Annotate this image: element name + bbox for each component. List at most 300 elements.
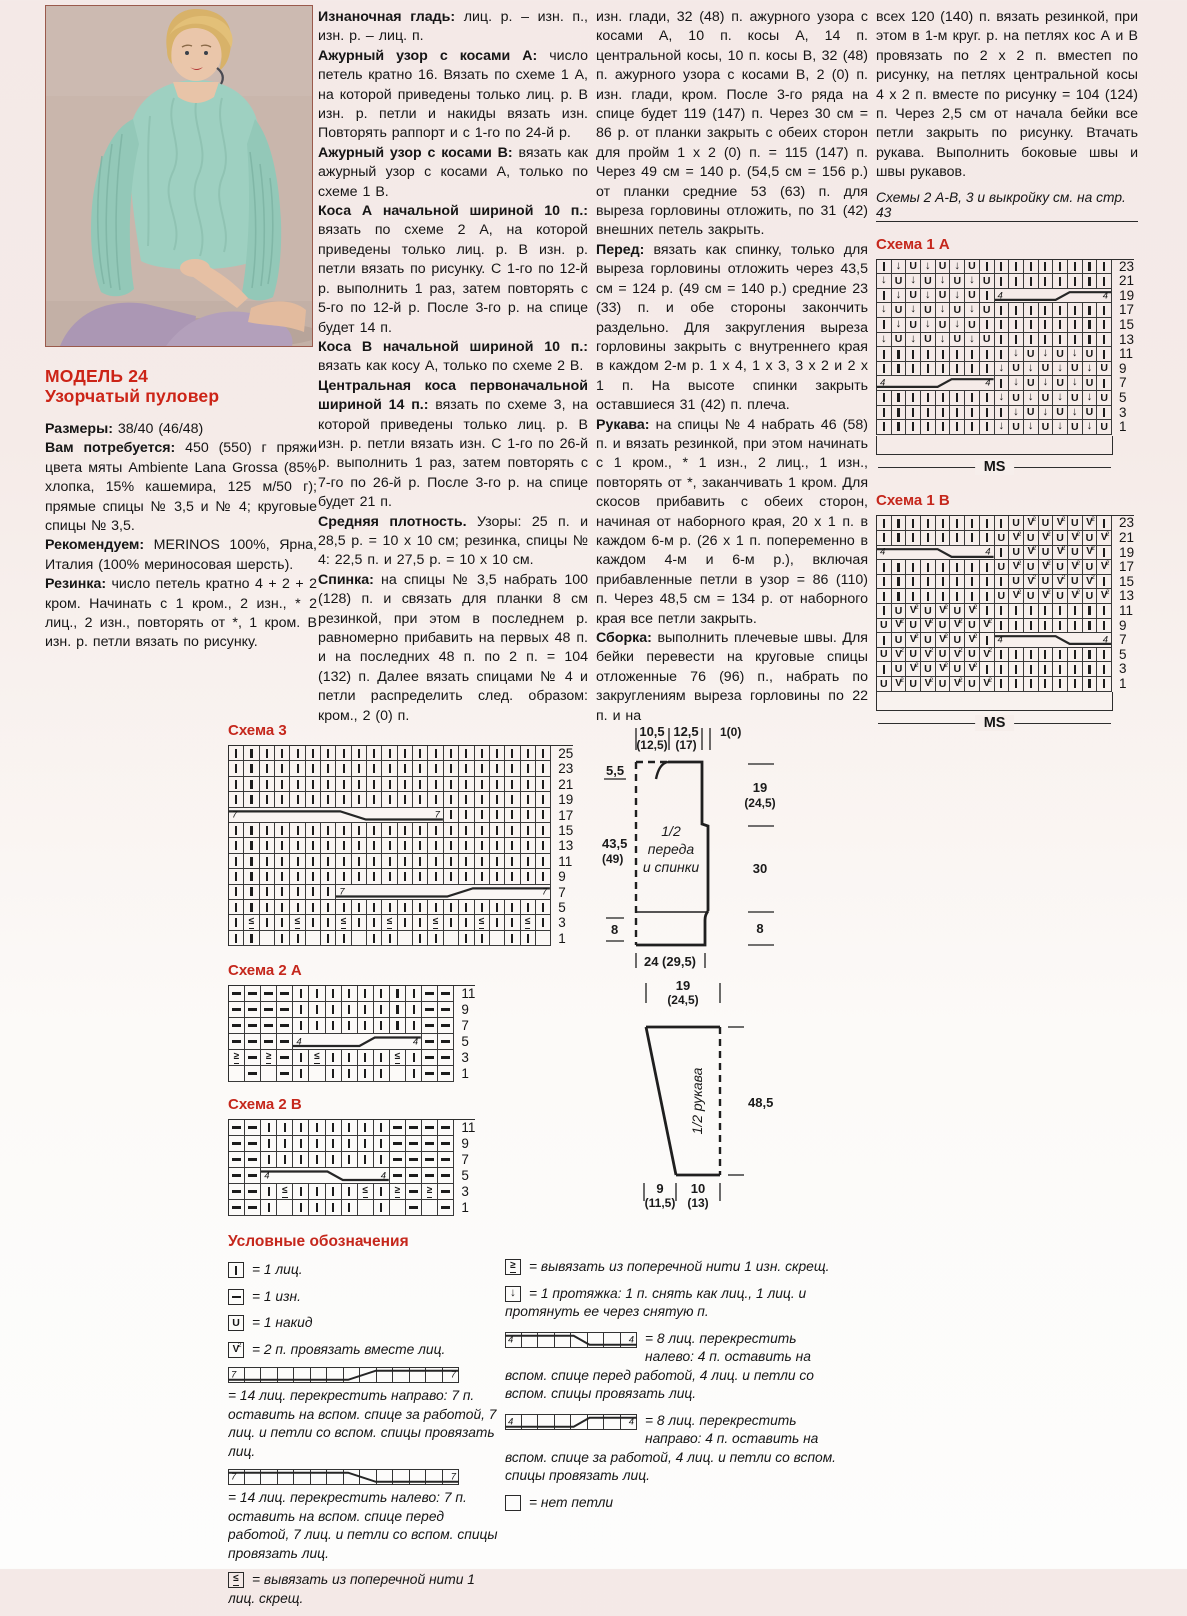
cable-strip-symbol: 7 7 <box>228 1469 459 1485</box>
stitch-cell <box>906 333 921 348</box>
stitch-cell <box>1053 546 1068 561</box>
stitch-cell <box>921 406 936 421</box>
stitch-cell <box>459 823 474 838</box>
stitch-cell <box>980 531 995 546</box>
text-column-1 <box>45 420 317 653</box>
paragraph-label: Средняя плотность. <box>318 513 467 530</box>
stitch-cell <box>406 1002 422 1018</box>
stitch-cell <box>275 900 290 915</box>
stitch-cell <box>293 1018 309 1034</box>
stitch-cell <box>358 1120 374 1136</box>
stitch-cell <box>367 777 382 792</box>
stitch-cell <box>505 915 520 930</box>
stitch-cell <box>536 792 551 807</box>
stitch-cell <box>921 560 936 575</box>
stitch-cell <box>490 838 505 853</box>
legend-item <box>505 1494 840 1513</box>
stitch-cell <box>342 1002 358 1018</box>
stitch-cell <box>352 931 367 946</box>
stitch-cell <box>1009 333 1024 348</box>
legend-text: = 1 изн. <box>252 1288 301 1304</box>
row-number: 21 <box>1119 530 1135 546</box>
legend-right-column <box>505 1258 840 1520</box>
stitch-cell <box>398 777 413 792</box>
stitch-cell <box>877 260 892 275</box>
stitch-cell <box>358 1184 374 1200</box>
stitch-cell <box>950 604 965 619</box>
stitch-cell <box>277 986 293 1002</box>
chart-schema-2a <box>228 962 475 1087</box>
stitch-cell <box>965 604 980 619</box>
stitch-cell <box>438 1184 454 1200</box>
chart-title: Схема 2 В <box>228 1096 302 1113</box>
paragraph: Коса В начальной шириной 10 п.: вязать как косу А, только по схеме 2 В. <box>318 338 588 375</box>
stitch-cell <box>1053 531 1068 546</box>
stitch-cell <box>261 1136 277 1152</box>
stitch-cell <box>444 792 459 807</box>
stitch-cell <box>1009 531 1024 546</box>
stitch-cell <box>277 1136 293 1152</box>
stitch-cell <box>950 633 965 648</box>
stitch-cell <box>950 303 965 318</box>
stitch-cell <box>277 1034 293 1050</box>
text-column-3 <box>596 8 868 726</box>
stitch-cell <box>321 854 336 869</box>
stitch-cell <box>1009 420 1024 435</box>
paragraph-label: Центральная коса первоначальной шириной 14 п.: <box>318 377 588 414</box>
stitch-cell <box>936 604 951 619</box>
stitch-cell <box>1009 546 1024 561</box>
stitch-cell <box>490 854 505 869</box>
stitch-cell <box>1009 362 1024 377</box>
stitch-cell <box>521 838 536 853</box>
stitch-cell <box>260 915 275 930</box>
stitch-cell <box>244 915 259 930</box>
paragraph: Резинка: число петель кратно 4 + 2 + 2 кром. Начинать с 1 кром., 2 изн., * 2 лиц., 2 изн., повторять от *, 1 кром. В изн. р. петли вязать по рисунку. <box>45 576 317 651</box>
stitch-cell <box>352 823 367 838</box>
stitch-cell <box>306 854 321 869</box>
stitch-cell <box>995 376 1010 391</box>
stitch-cell <box>1039 376 1054 391</box>
stitch-cell <box>321 869 336 884</box>
stitch-cell <box>326 1136 342 1152</box>
row-number: 1 <box>1119 419 1127 435</box>
stitch-cell <box>877 318 892 333</box>
stitch-cell <box>229 792 244 807</box>
stitch-cell <box>1053 260 1068 275</box>
stitch-cell <box>1053 589 1068 604</box>
row-number: 7 <box>558 884 566 900</box>
stitch-cell <box>906 589 921 604</box>
stitch-cell <box>321 838 336 853</box>
stitch-cell <box>428 854 443 869</box>
legend-text: = вывязать из поперечной нити 1 лиц. скрещ. <box>228 1572 475 1606</box>
stitch-cell <box>906 274 921 289</box>
stitch-cell <box>336 792 351 807</box>
legend-item <box>505 1285 840 1322</box>
stitch-cell <box>438 1066 454 1082</box>
model-photo <box>45 5 313 347</box>
svg-text:8: 8 <box>611 922 619 937</box>
stitch-cell <box>995 391 1010 406</box>
stitch-cell <box>1053 376 1068 391</box>
stitch-cell <box>950 347 965 362</box>
stitch-cell <box>260 854 275 869</box>
stitch-cell <box>1083 604 1098 619</box>
paragraph-label: Рекомендуем: <box>45 537 145 554</box>
assembly-text <box>876 8 1138 183</box>
schematic-front-back <box>598 720 798 970</box>
cable-crossing-symbol: 4 4 <box>995 633 1113 648</box>
stitch-cell <box>438 1050 454 1066</box>
stitch-cell <box>936 648 951 663</box>
stitch-cell <box>260 746 275 761</box>
stitch-cell <box>306 885 321 900</box>
stitch-cell <box>877 420 892 435</box>
stitch-cell <box>336 761 351 776</box>
stitch-cell <box>1053 347 1068 362</box>
stitch-cell <box>309 986 325 1002</box>
stitch-cell <box>965 662 980 677</box>
row-number: 21 <box>558 776 574 792</box>
stitch-cell <box>438 1168 454 1184</box>
paragraph-label: Коса В начальной шириной 10 п.: <box>318 338 588 355</box>
stitch-cell <box>950 648 965 663</box>
stitch-cell <box>892 333 907 348</box>
stitch-cell <box>892 560 907 575</box>
stitch-cell <box>413 777 428 792</box>
stitch-cell <box>1097 546 1112 561</box>
model-heading <box>45 366 219 406</box>
stitch-cell <box>245 1136 261 1152</box>
stitch-cell <box>428 746 443 761</box>
stitch-cell <box>306 777 321 792</box>
stitch-cell <box>936 362 951 377</box>
stitch-cell <box>1024 274 1039 289</box>
stitch-cell <box>1009 575 1024 590</box>
stitch-cell <box>390 1200 406 1216</box>
stitch-cell <box>244 900 259 915</box>
legend-left-column <box>228 1233 500 1616</box>
stitch-cell <box>1039 274 1054 289</box>
stitch-cell <box>892 406 907 421</box>
stitch-cell <box>980 619 995 634</box>
legend-title: Условные обозначения <box>228 1233 409 1250</box>
stitch-cell <box>1068 362 1083 377</box>
stitch-cell <box>277 1018 293 1034</box>
stitch-cell <box>921 648 936 663</box>
stitch-cell <box>422 1002 438 1018</box>
stitch-cell <box>1097 531 1112 546</box>
stitch-cell <box>275 792 290 807</box>
stitch-cell <box>536 838 551 853</box>
row-number: 7 <box>1119 632 1127 648</box>
stitch-cell <box>1024 589 1039 604</box>
stitch-cell <box>261 1152 277 1168</box>
stitch-cell <box>906 347 921 362</box>
stitch-cell <box>306 931 321 946</box>
stitch-cell <box>490 823 505 838</box>
stitch-cell <box>877 289 892 304</box>
stitch-cell <box>936 662 951 677</box>
svg-text:24 (29,5): 24 (29,5) <box>643 954 697 969</box>
legend-symbol-box <box>505 1495 521 1511</box>
stitch-cell <box>290 869 305 884</box>
stitch-cell <box>906 289 921 304</box>
stitch-cell <box>244 761 259 776</box>
stitch-cell <box>980 662 995 677</box>
stitch-cell <box>290 838 305 853</box>
cable-crossing-symbol: 4 4 <box>995 289 1113 304</box>
stitch-cell <box>244 838 259 853</box>
stitch-cell <box>1009 560 1024 575</box>
stitch-cell <box>892 516 907 531</box>
stitch-cell <box>428 823 443 838</box>
stitch-cell <box>413 746 428 761</box>
stitch-cell <box>382 746 397 761</box>
stitch-cell <box>980 677 995 692</box>
stitch-cell <box>490 869 505 884</box>
stitch-cell <box>413 838 428 853</box>
stitch-cell <box>352 838 367 853</box>
legend-symbol-box <box>505 1286 521 1302</box>
stitch-cell <box>1053 318 1068 333</box>
stitch-cell <box>1083 546 1098 561</box>
stitch-cell <box>261 1034 277 1050</box>
stitch-cell <box>260 777 275 792</box>
stitch-cell <box>980 560 995 575</box>
stitch-cell <box>444 777 459 792</box>
stitch-cell <box>306 869 321 884</box>
stitch-cell <box>1053 560 1068 575</box>
stitch-cell <box>1097 303 1112 318</box>
stitch-cell <box>275 931 290 946</box>
stitch-cell <box>352 900 367 915</box>
stitch-cell <box>521 761 536 776</box>
stitch-cell <box>1053 274 1068 289</box>
paragraph-label: Вам потребуется: <box>45 440 176 457</box>
legend-text: = нет петли <box>529 1494 614 1510</box>
stitch-cell <box>965 589 980 604</box>
stitch-cell <box>290 777 305 792</box>
stitch-cell <box>1009 274 1024 289</box>
stitch-cell <box>921 420 936 435</box>
stitch-cell <box>306 761 321 776</box>
stitch-cell <box>229 1168 245 1184</box>
stitch-cell <box>906 260 921 275</box>
stitch-cell <box>1053 362 1068 377</box>
stitch-cell <box>877 677 892 692</box>
stitch-cell <box>374 1184 390 1200</box>
stitch-cell <box>995 347 1010 362</box>
stitch-cell <box>906 677 921 692</box>
paragraph-label: Размеры: <box>45 421 113 437</box>
stitch-cell <box>260 823 275 838</box>
stitch-cell <box>1083 516 1098 531</box>
stitch-cell <box>358 1002 374 1018</box>
stitch-cell <box>1039 560 1054 575</box>
stitch-cell <box>892 619 907 634</box>
chart-schema-2b <box>228 1096 475 1216</box>
stitch-cell <box>422 1120 438 1136</box>
stitch-cell <box>260 838 275 853</box>
stitch-cell <box>1068 575 1083 590</box>
stitch-cell <box>505 869 520 884</box>
stitch-cell <box>1039 260 1054 275</box>
stitch-cell <box>293 1066 309 1082</box>
legend-symbol-box <box>505 1259 521 1275</box>
stitch-cell <box>358 1200 374 1216</box>
stitch-cell <box>336 900 351 915</box>
stitch-cell <box>877 589 892 604</box>
stitch-cell <box>505 808 520 823</box>
stitch-cell <box>892 318 907 333</box>
stitch-cell <box>244 869 259 884</box>
stitch-cell <box>1068 589 1083 604</box>
stitch-cell <box>921 347 936 362</box>
legend-item <box>505 1412 840 1486</box>
stitch-cell <box>521 777 536 792</box>
chart-title: Схема 2 А <box>228 962 302 979</box>
stitch-cell <box>965 619 980 634</box>
stitch-cell <box>950 318 965 333</box>
stitch-cell <box>444 869 459 884</box>
stitch-cell <box>342 1050 358 1066</box>
stitch-cell <box>936 589 951 604</box>
stitch-cell <box>398 823 413 838</box>
stitch-cell <box>459 838 474 853</box>
stitch-cell <box>342 1200 358 1216</box>
chart-grid <box>228 745 573 946</box>
stitch-cell <box>965 318 980 333</box>
stitch-cell <box>1009 604 1024 619</box>
stitch-cell <box>229 1066 245 1082</box>
stitch-cell <box>326 1050 342 1066</box>
paragraph-label: Изнаночная гладь: <box>318 9 456 25</box>
stitch-cell <box>342 1184 358 1200</box>
stitch-cell <box>229 1152 245 1168</box>
stitch-cell <box>261 1184 277 1200</box>
stitch-cell <box>244 931 259 946</box>
stitch-cell <box>229 900 244 915</box>
stitch-cell <box>950 391 965 406</box>
row-number: 9 <box>558 869 566 885</box>
stitch-cell <box>422 1184 438 1200</box>
stitch-cell <box>1039 648 1054 663</box>
stitch-cell <box>290 792 305 807</box>
stitch-cell <box>275 915 290 930</box>
stitch-cell <box>1083 376 1098 391</box>
stitch-cell <box>965 260 980 275</box>
stitch-cell <box>459 900 474 915</box>
stitch-cell <box>505 761 520 776</box>
legend-text: = 1 накид <box>252 1315 313 1330</box>
row-number: 17 <box>1119 302 1135 318</box>
row-number: 5 <box>461 1034 469 1049</box>
stitch-cell <box>950 560 965 575</box>
svg-text:(12,5): (12,5) <box>636 738 668 752</box>
stitch-cell <box>1039 347 1054 362</box>
stitch-cell <box>1009 516 1024 531</box>
stitch-cell <box>260 792 275 807</box>
stitch-cell <box>413 823 428 838</box>
stitch-cell <box>877 362 892 377</box>
stitch-cell <box>1009 376 1024 391</box>
stitch-cell <box>422 1034 438 1050</box>
row-number: 5 <box>1119 390 1127 405</box>
stitch-cell <box>936 420 951 435</box>
stitch-cell <box>229 1034 245 1050</box>
legend-symbol-box <box>228 1315 244 1331</box>
stitch-cell <box>1097 648 1112 663</box>
stitch-cell <box>995 648 1010 663</box>
stitch-cell <box>1068 619 1083 634</box>
stitch-cell <box>229 931 244 946</box>
stitch-cell <box>475 915 490 930</box>
stitch-cell <box>995 516 1010 531</box>
row-number: 15 <box>558 823 574 839</box>
stitch-cell <box>293 986 309 1002</box>
stitch-cell <box>275 885 290 900</box>
stitch-cell <box>490 761 505 776</box>
stitch-cell <box>1097 560 1112 575</box>
stitch-cell <box>1097 589 1112 604</box>
stitch-cell <box>321 931 336 946</box>
stitch-cell <box>229 1136 245 1152</box>
stitch-cell <box>1039 391 1054 406</box>
stitch-cell <box>290 746 305 761</box>
stitch-cell <box>980 318 995 333</box>
stitch-cell <box>892 662 907 677</box>
stitch-cell <box>995 531 1010 546</box>
chart-footer-band <box>876 436 1113 455</box>
row-number: 19 <box>1119 287 1135 303</box>
stitch-cell <box>438 1200 454 1216</box>
stitch-cell <box>1024 318 1039 333</box>
stitch-cell <box>1097 406 1112 421</box>
stitch-cell <box>936 391 951 406</box>
stitch-cell <box>367 746 382 761</box>
stitch-cell <box>1053 303 1068 318</box>
stitch-cell <box>965 420 980 435</box>
stitch-cell <box>475 823 490 838</box>
stitch-cell <box>995 560 1010 575</box>
stitch-cell <box>921 318 936 333</box>
stitch-cell <box>336 854 351 869</box>
stitch-cell <box>936 575 951 590</box>
stitch-cell <box>906 391 921 406</box>
stitch-cell <box>906 406 921 421</box>
stitch-cell <box>229 746 244 761</box>
stitch-cell <box>1083 391 1098 406</box>
stitch-cell <box>536 777 551 792</box>
legend-item <box>505 1258 840 1277</box>
stitch-cell <box>326 1152 342 1168</box>
chart-footer-band <box>876 692 1113 711</box>
stitch-cell <box>367 869 382 884</box>
stitch-cell <box>1083 362 1098 377</box>
stitch-cell <box>459 915 474 930</box>
stitch-cell <box>1053 575 1068 590</box>
stitch-cell <box>965 289 980 304</box>
stitch-cell <box>505 900 520 915</box>
stitch-cell <box>244 746 259 761</box>
stitch-cell <box>1024 376 1039 391</box>
stitch-cell <box>892 274 907 289</box>
stitch-cell <box>921 260 936 275</box>
stitch-cell <box>309 1200 325 1216</box>
stitch-cell <box>1097 318 1112 333</box>
